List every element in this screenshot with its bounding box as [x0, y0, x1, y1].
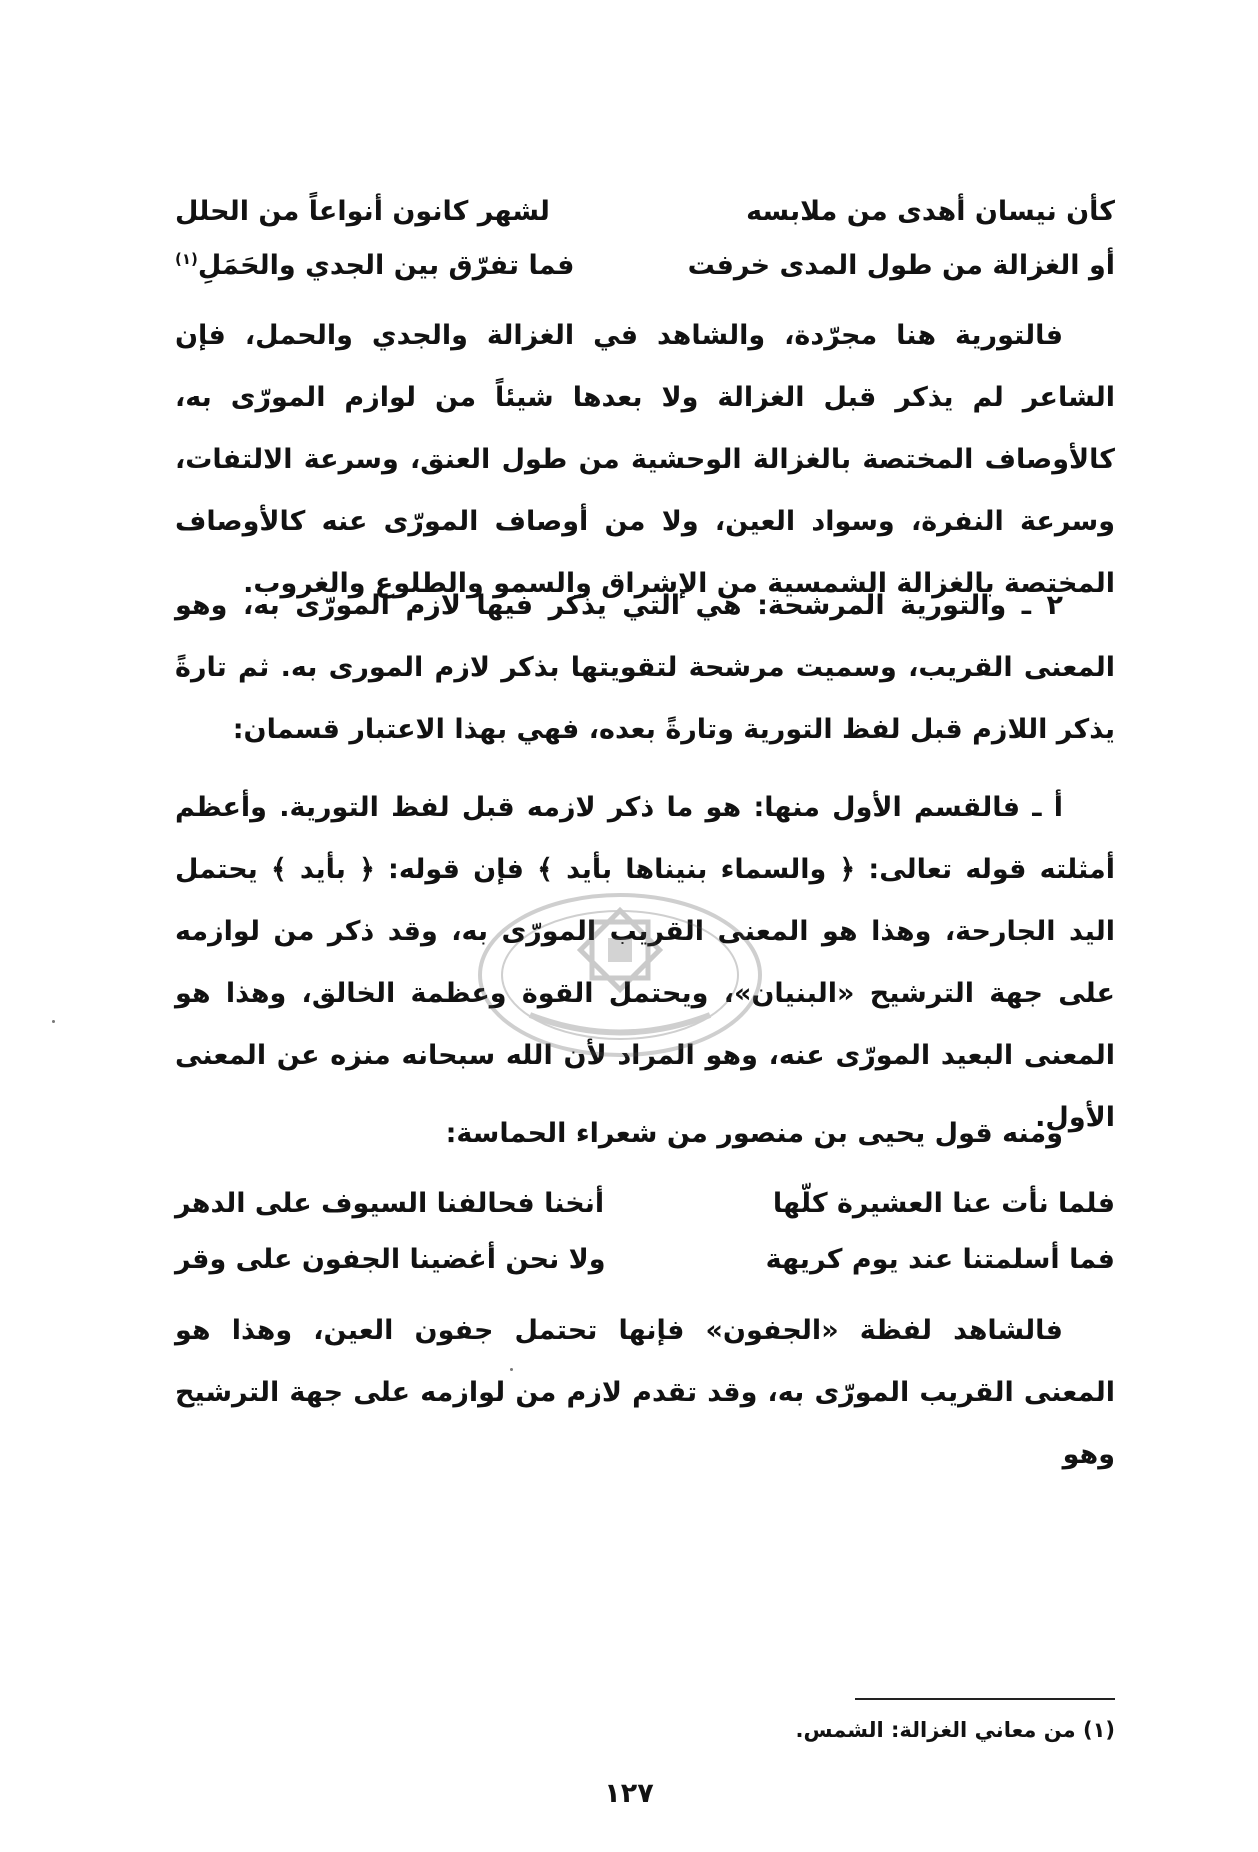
verse-2-line-1-first-hemistich: فلما نأت عنا العشيرة كلّها: [772, 1188, 1115, 1219]
paragraph-1-container: [175, 305, 1115, 615]
footnote-reference-marker: (١): [175, 250, 198, 268]
verse-1-line-1-first-hemistich: كأن نيسان أهدى من ملابسه: [746, 196, 1115, 227]
page-number: ١٢٧: [604, 1778, 654, 1809]
paragraph-4-container: [175, 1103, 1115, 1165]
verse-2-line-1: [175, 1188, 1115, 1219]
verse-1-line-2-second-hemistich: [175, 250, 574, 281]
paragraph-2-container: [175, 575, 1115, 761]
verse-1-line-1-second-hemistich: لشهر كانون أنواعاً من الحلل: [175, 196, 550, 227]
paragraph-3: أ ـ فالقسم الأول منها: هو ما ذكر لازمه قبل لفظ التورية. وأعظم أمثلته قوله تعالى: ﴿ والسماء بنيناها بأيد ﴾ فإن قوله: ﴿ بأيد ﴾ يحتمل اليد الجارحة، وهذا هو المعنى القريب المورّى به، وقد ذكر من لوازمه على جهة الترشيح «البنيان»، ويحتمل القوة وعظمة الخالق، وهذا هو المعنى البعيد المورّى عنه، وهو المراد لأن الله سبحانه منزه عن المعنى الأول.: [175, 792, 1115, 1133]
verse-2-line-1-second-hemistich: أنخنا فحالفنا السيوف على الدهر: [175, 1188, 605, 1219]
verse-1-line-2-second-hemistich-text: فما تفرّق بين الجدي والحَمَلِ: [197, 250, 575, 281]
verse-2-line-2: [175, 1244, 1115, 1275]
verse-2-line-2-first-hemistich: فما أسلمتنا عند يوم كريهة: [765, 1244, 1115, 1275]
scan-speck: [510, 1368, 513, 1371]
paragraph-4: ومنه قول يحيى بن منصور من شعراء الحماسة:: [445, 1118, 1063, 1149]
scan-speck: [52, 1020, 55, 1023]
footnote-separator-line: [855, 1698, 1115, 1700]
paragraph-3-container: [175, 777, 1115, 1149]
paragraph-2: ٢ ـ والتورية المرشحة: هي التي يذكر فيها لازم المورّى به، وهو المعنى القريب، وسميت مرشحة لتقويتها بذكر لازم المورى به. ثم تارةً يذكر اللازم قبل لفظ التورية وتارةً بعده، فهي بهذا الاعتبار قسمان:: [175, 590, 1115, 745]
footnote: (١) من معاني الغزالة: الشمس.: [795, 1718, 1115, 1742]
verse-1-line-2-first-hemistich: أو الغزالة من طول المدى خرفت: [687, 250, 1115, 281]
paragraph-5-container: [175, 1300, 1115, 1486]
verse-1-line-2: [175, 250, 1115, 281]
paragraph-5: فالشاهد لفظة «الجفون» فإنها تحتمل جفون العين، وهذا هو المعنى القريب المورّى به، وقد تقدم لازم من لوازمه على جهة الترشيح وهو: [175, 1315, 1115, 1470]
verse-2-line-2-second-hemistich: ولا نحن أغضينا الجفون على وقر: [175, 1244, 606, 1275]
paragraph-1: فالتورية هنا مجرّدة، والشاهد في الغزالة والجدي والحمل، فإن الشاعر لم يذكر قبل الغزالة ولا بعدها شيئاً من لوازم المورّى به، كالأوصاف المختصة بالغزالة الوحشية من طول العنق، وسرعة الالتفات، وسرعة النفرة، وسواد العين، ولا من أوصاف المورّى عنه كالأوصاف المختصة بالغزالة الشمسية من الإشراق والسمو والطلوع والغروب.: [175, 320, 1115, 599]
verse-1-line-1: [175, 196, 1115, 227]
